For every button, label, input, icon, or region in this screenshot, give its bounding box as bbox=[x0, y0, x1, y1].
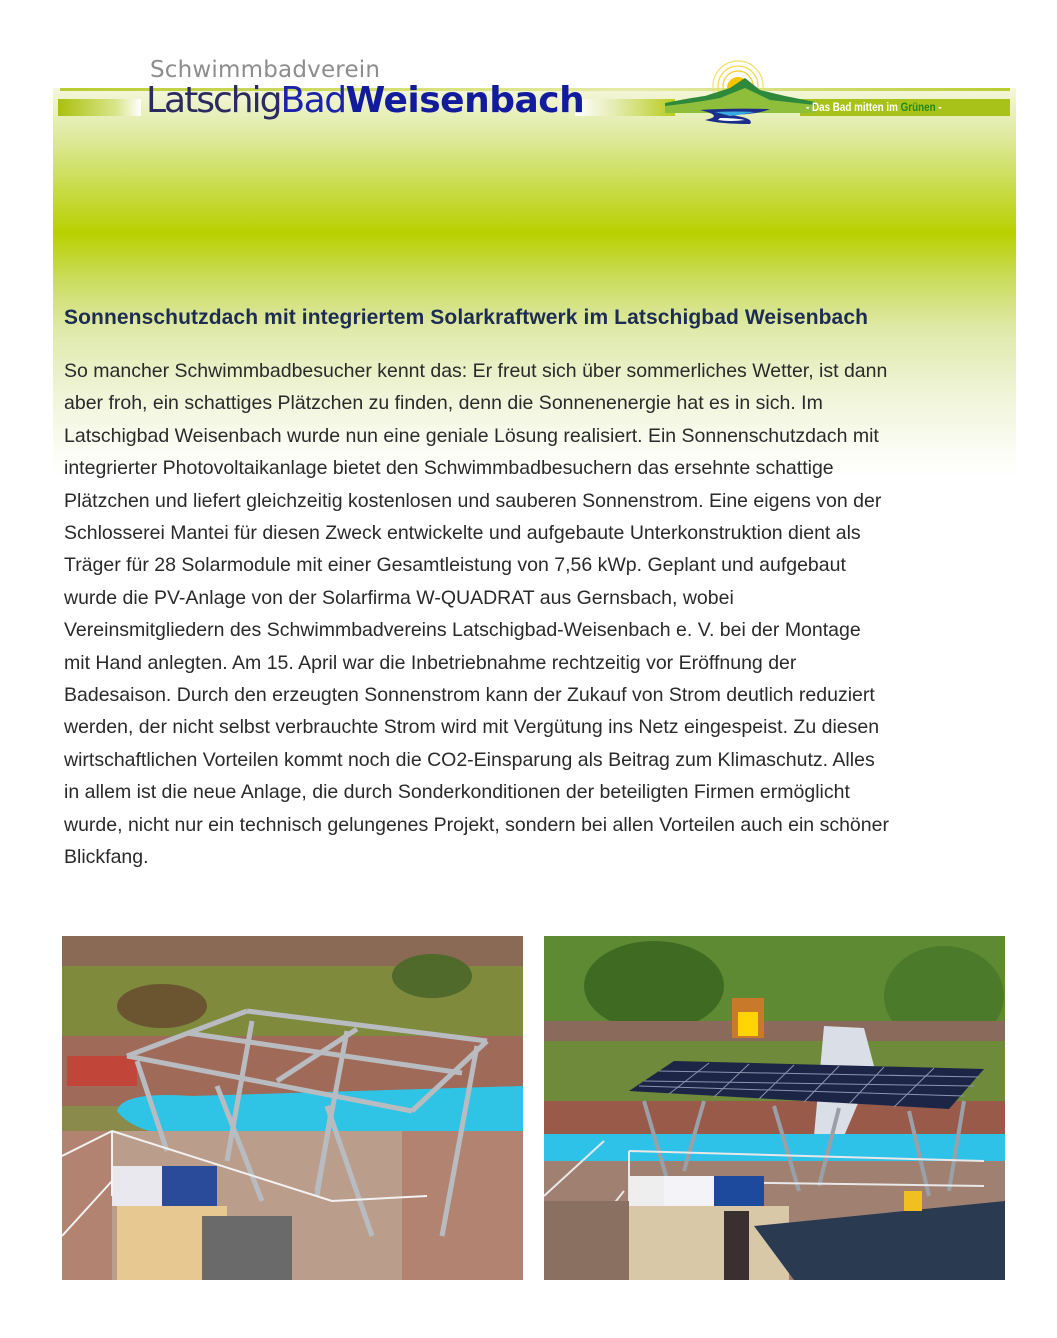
tagline bbox=[806, 99, 942, 116]
body-line: aber froh, ein schattiges Plätzchen zu finden, denn die Sonnenenergie hat es in sich. Im bbox=[64, 392, 823, 415]
body-line: Badesaison. Durch den erzeugten Sonnenstrom kann der Zukauf von Strom deutlich reduziert bbox=[64, 684, 875, 707]
photo-construction-frame bbox=[62, 936, 523, 1280]
body-line: Plätzchen und liefert gleichzeitig kostenlosen und sauberen Sonnenstrom. Eine eigens von der bbox=[64, 489, 882, 512]
tagline-suffix: - bbox=[935, 100, 942, 114]
body-line: wirtschaftlichen Vorteilen kommt noch die CO2-Einsparung als Beitrag zum Klimaschutz. Alles bbox=[64, 748, 875, 771]
brand-part-bad: Bad bbox=[280, 80, 346, 121]
body-line: wurde, nicht nur ein technisch gelungenes Projekt, sondern bei allen Vorteilen auch ein schöner bbox=[64, 813, 889, 836]
org-label: Schwimmbadverein bbox=[150, 57, 381, 83]
body-line: Träger für 28 Solarmodule mit einer Gesamtleistung von 7,56 kWp. Geplant und aufgebaut bbox=[64, 554, 846, 577]
photo-completed-solar-roof bbox=[544, 936, 1005, 1280]
body-line: werden, der nicht selbst verbrauchte Strom wird mit Vergütung ins Netz eingespeist. Zu diesen bbox=[64, 716, 880, 739]
header-bar-left bbox=[58, 99, 141, 116]
construction-photo-image bbox=[62, 936, 523, 1280]
sun-mountain-lake-logo-icon bbox=[660, 58, 820, 128]
tagline-highlight: Grünen bbox=[900, 100, 936, 114]
body-line: wurde die PV-Anlage von der Solarfirma W-QUADRAT aus Gernsbach, wobei bbox=[64, 586, 734, 609]
body-line: integrierter Photovoltaikanlage bietet den Schwimmbadbesuchern das ersehnte schattige bbox=[64, 457, 834, 480]
body-line: Blickfang. bbox=[64, 846, 149, 869]
body-line: mit Hand anlegten. Am 15. April war die Inbetriebnahme rechtzeitig vor Eröffnung der bbox=[64, 651, 797, 674]
tagline-prefix: - Das Bad mitten im bbox=[806, 100, 901, 114]
brand-part-latschig: Latschig bbox=[146, 80, 281, 121]
body-line: Vereinsmitgliedern des Schwimmbadvereins Latschigbad-Weisenbach e. V. bei der Montage bbox=[64, 619, 861, 642]
body-line: So mancher Schwimmbadbesucher kennt das: Er freut sich über sommerliches Wetter, ist dann bbox=[64, 360, 888, 382]
brand-part-weisenbach: Weisenbach bbox=[345, 80, 585, 121]
body-line: Latschigbad Weisenbach wurde nun eine geniale Lösung realisiert. Ein Sonnenschutzdach mit bbox=[64, 424, 879, 447]
article-title: Sonnenschutzdach mit integriertem Solarkraftwerk im Latschigbad Weisenbach bbox=[64, 306, 869, 329]
body-line: in allem ist die neue Anlage, die durch Sonderkonditionen der beteiligten Firmen ermöglicht bbox=[64, 781, 850, 804]
body-line: Schlosserei Mantei für diesen Zweck entwickelte und aufgebaute Unterkonstruktion dient als bbox=[64, 522, 861, 545]
solar-roof-photo-image bbox=[544, 936, 1005, 1280]
article-body bbox=[64, 355, 1024, 874]
brand-logo-text bbox=[146, 80, 584, 121]
